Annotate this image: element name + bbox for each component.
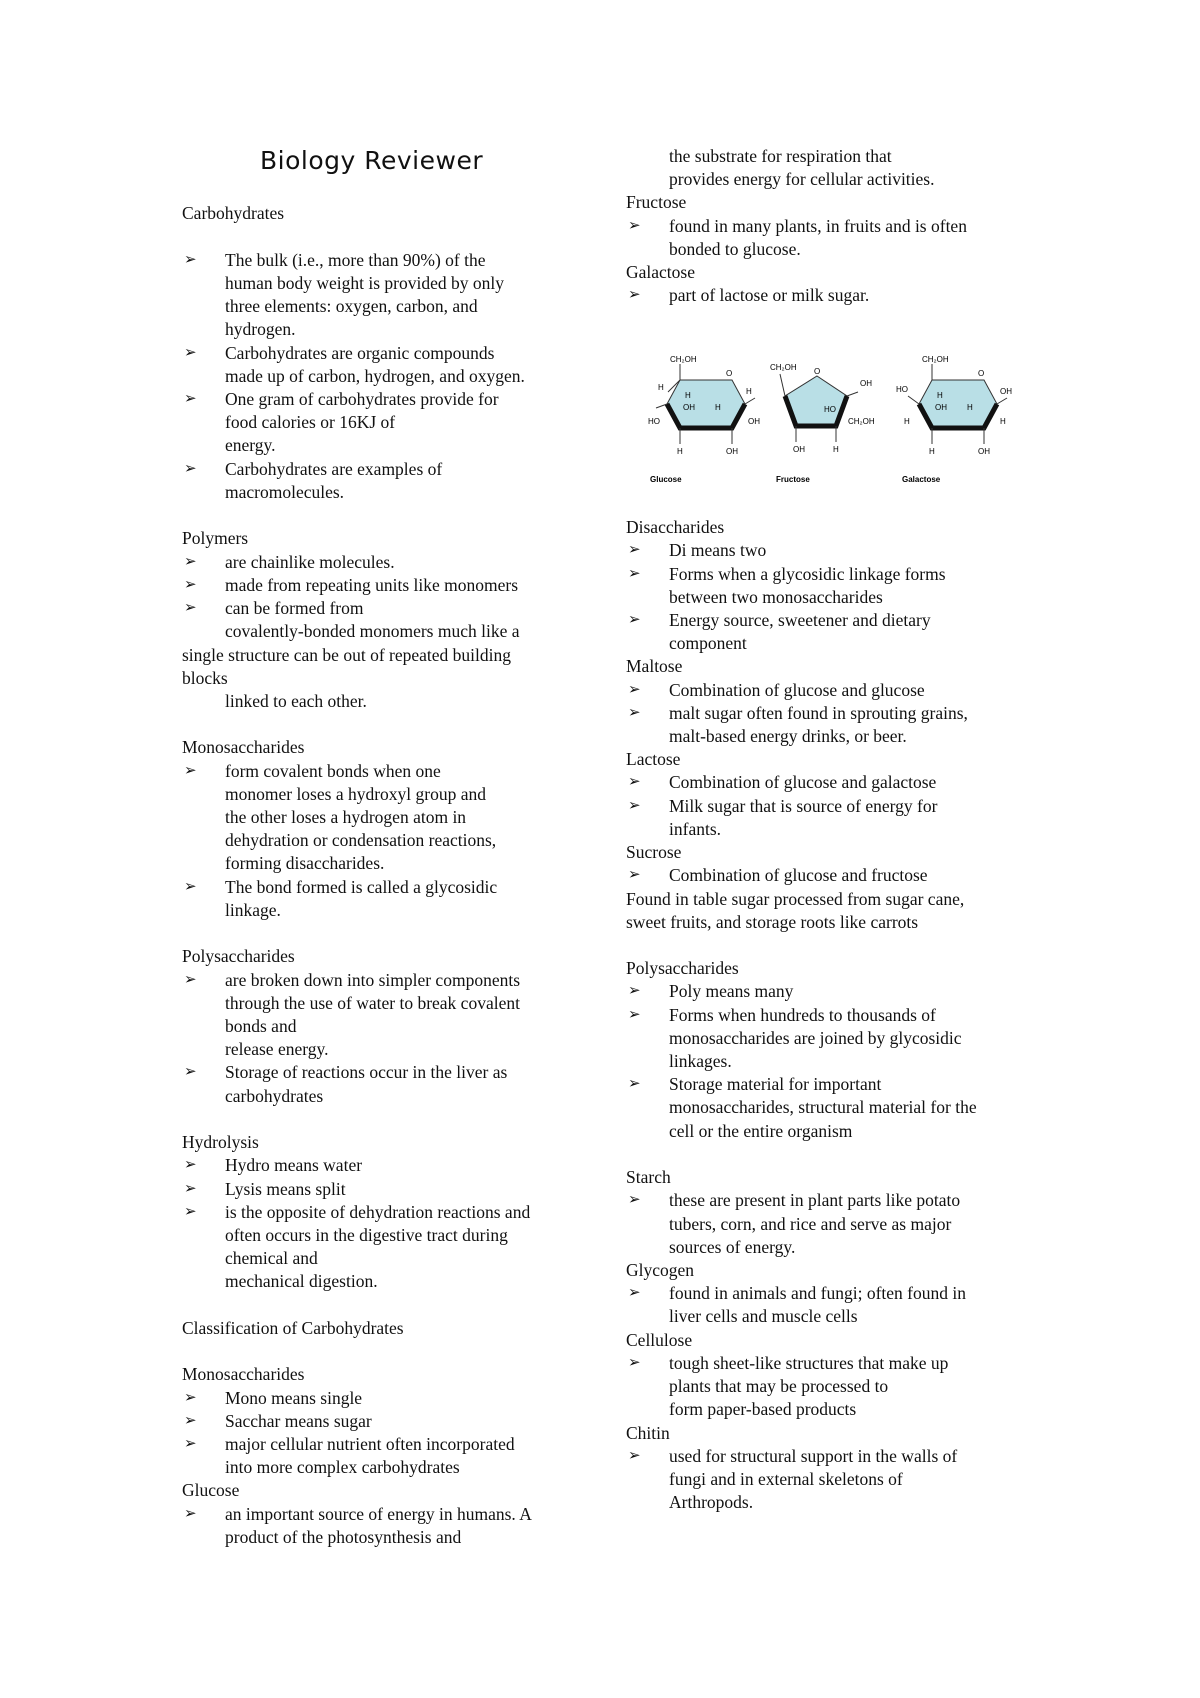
- text-line: Hydrolysis: [182, 1132, 259, 1152]
- text-line: Glucose: [182, 1480, 240, 1500]
- bullet-arrow-icon: ➢: [184, 1390, 197, 1406]
- list-item-text: major cellular nutrient often incorporated: [225, 1434, 515, 1454]
- page-title: Biology Reviewer: [260, 146, 484, 175]
- svg-text:H: H: [929, 447, 935, 456]
- text-line: Monosaccharides: [182, 1364, 305, 1384]
- list-item-text: the other loses a hydrogen atom in: [225, 807, 467, 827]
- bullet-arrow-icon: ➢: [628, 287, 641, 303]
- list-item-text: used for structural support in the walls of: [669, 1446, 958, 1466]
- svg-text:OH: OH: [1000, 387, 1012, 396]
- list-item-text: provides energy for cellular activities.: [669, 169, 935, 189]
- svg-text:OH: OH: [726, 447, 738, 456]
- svg-text:HO: HO: [648, 417, 660, 426]
- bullet-arrow-icon: ➢: [184, 252, 197, 268]
- list-item-text: bonds and: [225, 1016, 297, 1036]
- glucose-label: Glucose: [650, 475, 682, 484]
- list-item-text: are chainlike molecules.: [225, 552, 395, 572]
- bullet-arrow-icon: ➢: [628, 867, 641, 883]
- bullet-arrow-icon: ➢: [184, 554, 197, 570]
- list-item-text: Combination of glucose and galactose: [669, 772, 937, 792]
- list-item-text: Forms when a glycosidic linkage forms: [669, 564, 946, 584]
- svg-text:OH: OH: [860, 379, 872, 388]
- svg-text:HO: HO: [896, 385, 908, 394]
- bullet-arrow-icon: ➢: [628, 612, 641, 628]
- bullet-arrow-icon: ➢: [184, 1413, 197, 1429]
- text-line: Polysaccharides: [626, 958, 739, 978]
- svg-text:H: H: [685, 391, 691, 400]
- list-item-text: monosaccharides are joined by glycosidic: [669, 1028, 962, 1048]
- list-item-text: part of lactose or milk sugar.: [669, 285, 870, 305]
- svg-text:O: O: [978, 369, 985, 378]
- list-item-text: Sacchar means sugar: [225, 1411, 372, 1431]
- svg-text:H: H: [746, 387, 752, 396]
- svg-text:HO: HO: [824, 405, 836, 414]
- bullet-arrow-icon: ➢: [628, 682, 641, 698]
- list-item-text: into more complex carbohydrates: [225, 1457, 460, 1477]
- svg-text:H: H: [715, 403, 721, 412]
- list-item-text: Arthropods.: [669, 1492, 754, 1512]
- list-item-text: dehydration or condensation reactions,: [225, 830, 497, 850]
- bullet-arrow-icon: ➢: [184, 1064, 197, 1080]
- list-item-text: linked to each other.: [225, 691, 367, 711]
- svg-text:OH: OH: [978, 447, 990, 456]
- bullet-arrow-icon: ➢: [184, 600, 197, 616]
- list-item-text: One gram of carbohydrates provide for: [225, 389, 499, 409]
- list-item-text: macromolecules.: [225, 482, 345, 502]
- text-line: Chitin: [626, 1423, 670, 1443]
- text-line: Disaccharides: [626, 517, 725, 537]
- text-line: Galactose: [626, 262, 695, 282]
- list-item-text: Forms when hundreds to thousands of: [669, 1005, 936, 1025]
- list-item-text: mechanical digestion.: [225, 1271, 378, 1291]
- list-item-text: form covalent bonds when one: [225, 761, 441, 781]
- list-item-text: linkages.: [669, 1051, 732, 1071]
- list-item-text: Lysis means split: [225, 1179, 346, 1199]
- list-item-text: cell or the entire organism: [669, 1121, 853, 1141]
- list-item-text: liver cells and muscle cells: [669, 1306, 858, 1326]
- list-item-text: The bulk (i.e., more than 90%) of the: [225, 250, 486, 270]
- text-line: Carbohydrates: [182, 203, 285, 223]
- list-item-text: monomer loses a hydroxyl group and: [225, 784, 486, 804]
- text-line: blocks: [182, 668, 228, 688]
- svg-text:H: H: [833, 445, 839, 454]
- list-item-text: is the opposite of dehydration reactions and: [225, 1202, 531, 1222]
- text-line: Starch: [626, 1167, 671, 1187]
- text-line: Classification of Carbohydrates: [182, 1318, 404, 1338]
- bullet-arrow-icon: ➢: [184, 461, 197, 477]
- svg-text:O: O: [726, 369, 733, 378]
- bullet-arrow-icon: ➢: [184, 345, 197, 361]
- list-item-text: between two monosaccharides: [669, 587, 883, 607]
- bullet-arrow-icon: ➢: [628, 1355, 641, 1371]
- list-item-text: tough sheet-like structures that make up: [669, 1353, 949, 1373]
- list-item-text: Di means two: [669, 540, 767, 560]
- list-item-text: Hydro means water: [225, 1155, 363, 1175]
- list-item-text: malt-based energy drinks, or beer.: [669, 726, 907, 746]
- list-item-text: form paper-based products: [669, 1399, 857, 1419]
- text-line: Cellulose: [626, 1330, 693, 1350]
- list-item-text: sources of energy.: [669, 1237, 796, 1257]
- svg-text:H: H: [658, 383, 664, 392]
- svg-text:H: H: [1000, 417, 1006, 426]
- list-item-text: often occurs in the digestive tract during: [225, 1225, 508, 1245]
- bullet-arrow-icon: ➢: [628, 705, 641, 721]
- fructose-structure: [770, 363, 875, 484]
- galactose-label: Galactose: [902, 475, 941, 484]
- bullet-arrow-icon: ➢: [184, 879, 197, 895]
- list-item-text: chemical and: [225, 1248, 318, 1268]
- text-line: Lactose: [626, 749, 681, 769]
- list-item-text: fungi and in external skeletons of: [669, 1469, 903, 1489]
- list-item-text: release energy.: [225, 1039, 329, 1059]
- bullet-arrow-icon: ➢: [184, 1181, 197, 1197]
- text-line: single structure can be out of repeated building: [182, 645, 511, 665]
- bullet-arrow-icon: ➢: [628, 1007, 641, 1023]
- text-line: Glycogen: [626, 1260, 695, 1280]
- text-line: sweet fruits, and storage roots like carrots: [626, 912, 919, 932]
- list-item-text: carbohydrates: [225, 1086, 324, 1106]
- svg-text:H: H: [677, 447, 683, 456]
- bullet-arrow-icon: ➢: [184, 763, 197, 779]
- list-item-text: Mono means single: [225, 1388, 363, 1408]
- svg-text:OH: OH: [935, 403, 947, 412]
- list-item-text: hydrogen.: [225, 319, 296, 339]
- bullet-arrow-icon: ➢: [628, 542, 641, 558]
- text-line: Sucrose: [626, 842, 682, 862]
- bullet-arrow-icon: ➢: [628, 1285, 641, 1301]
- list-item-text: tubers, corn, and rice and serve as major: [669, 1214, 952, 1234]
- bullet-arrow-icon: ➢: [628, 774, 641, 790]
- list-item-text: Storage material for important: [669, 1074, 882, 1094]
- list-item-text: three elements: oxygen, carbon, and: [225, 296, 478, 316]
- bullet-arrow-icon: ➢: [628, 1076, 641, 1092]
- list-item-text: Storage of reactions occur in the liver as: [225, 1062, 508, 1082]
- list-item-text: bonded to glucose.: [669, 239, 801, 259]
- bullet-arrow-icon: ➢: [184, 1157, 197, 1173]
- bullet-arrow-icon: ➢: [184, 1204, 197, 1220]
- list-item-text: an important source of energy in humans. A: [225, 1504, 532, 1524]
- monosaccharide-structures-figure: [640, 352, 1035, 490]
- text-line: Polymers: [182, 528, 249, 548]
- list-item-text: Carbohydrates are examples of: [225, 459, 443, 479]
- list-item-text: are broken down into simpler components: [225, 970, 521, 990]
- list-item-text: the substrate for respiration that: [669, 146, 892, 166]
- svg-text:CH₂OH: CH₂OH: [922, 355, 949, 364]
- list-item-text: malt sugar often found in sprouting grains,: [669, 703, 968, 723]
- bullet-arrow-icon: ➢: [628, 1448, 641, 1464]
- bullet-arrow-icon: ➢: [628, 1192, 641, 1208]
- list-item-text: linkage.: [225, 900, 281, 920]
- list-item-text: infants.: [669, 819, 722, 839]
- bullet-arrow-icon: ➢: [184, 577, 197, 593]
- text-line: Polysaccharides: [182, 946, 295, 966]
- bullet-arrow-icon: ➢: [628, 798, 641, 814]
- list-item-text: Milk sugar that is source of energy for: [669, 796, 938, 816]
- list-item-text: food calories or 16KJ of: [225, 412, 396, 432]
- list-item-text: covalently-bonded monomers much like a: [225, 621, 520, 641]
- galactose-structure: [896, 355, 1012, 484]
- svg-text:OH: OH: [683, 403, 695, 412]
- bullet-arrow-icon: ➢: [184, 1506, 197, 1522]
- list-item-text: monosaccharides, structural material for the: [669, 1097, 977, 1117]
- list-item-text: through the use of water to break covalent: [225, 993, 520, 1013]
- text-line: Found in table sugar processed from sugar cane,: [626, 889, 965, 909]
- bullet-arrow-icon: ➢: [628, 566, 641, 582]
- svg-text:O: O: [814, 367, 821, 376]
- list-item-text: these are present in plant parts like potato: [669, 1190, 961, 1210]
- svg-text:H: H: [967, 403, 973, 412]
- list-item-text: found in many plants, in fruits and is often: [669, 216, 967, 236]
- list-item-text: made up of carbon, hydrogen, and oxygen.: [225, 366, 525, 386]
- fructose-label: Fructose: [776, 475, 810, 484]
- list-item-text: made from repeating units like monomers: [225, 575, 519, 595]
- svg-text:H: H: [904, 417, 910, 426]
- text-line: Monosaccharides: [182, 737, 305, 757]
- bullet-arrow-icon: ➢: [628, 218, 641, 234]
- list-item-text: The bond formed is called a glycosidic: [225, 877, 498, 897]
- bullet-arrow-icon: ➢: [628, 983, 641, 999]
- svg-text:H: H: [937, 391, 943, 400]
- svg-text:CH₂OH: CH₂OH: [770, 363, 797, 372]
- list-item-text: product of the photosynthesis and: [225, 1527, 462, 1547]
- glucose-structure: [648, 355, 760, 484]
- list-item-text: Combination of glucose and glucose: [669, 680, 925, 700]
- text-line: Fructose: [626, 192, 687, 212]
- bullet-arrow-icon: ➢: [184, 391, 197, 407]
- svg-text:OH: OH: [793, 445, 805, 454]
- list-item-text: human body weight is provided by only: [225, 273, 505, 293]
- list-item-text: found in animals and fungi; often found in: [669, 1283, 966, 1303]
- list-item-text: component: [669, 633, 747, 653]
- list-item-text: Poly means many: [669, 981, 794, 1001]
- list-item-text: Carbohydrates are organic compounds: [225, 343, 495, 363]
- glucose-ch2oh-label: CH₂OH: [670, 355, 697, 364]
- list-item-text: can be formed from: [225, 598, 364, 618]
- list-item-text: forming disaccharides.: [225, 853, 385, 873]
- svg-text:CH₂OH: CH₂OH: [848, 417, 875, 426]
- bullet-arrow-icon: ➢: [184, 1436, 197, 1452]
- bullet-arrow-icon: ➢: [184, 972, 197, 988]
- text-line: Maltose: [626, 656, 683, 676]
- list-item-text: plants that may be processed to: [669, 1376, 889, 1396]
- list-item-text: energy.: [225, 435, 276, 455]
- svg-text:OH: OH: [748, 417, 760, 426]
- list-item-text: Combination of glucose and fructose: [669, 865, 928, 885]
- list-item-text: Energy source, sweetener and dietary: [669, 610, 931, 630]
